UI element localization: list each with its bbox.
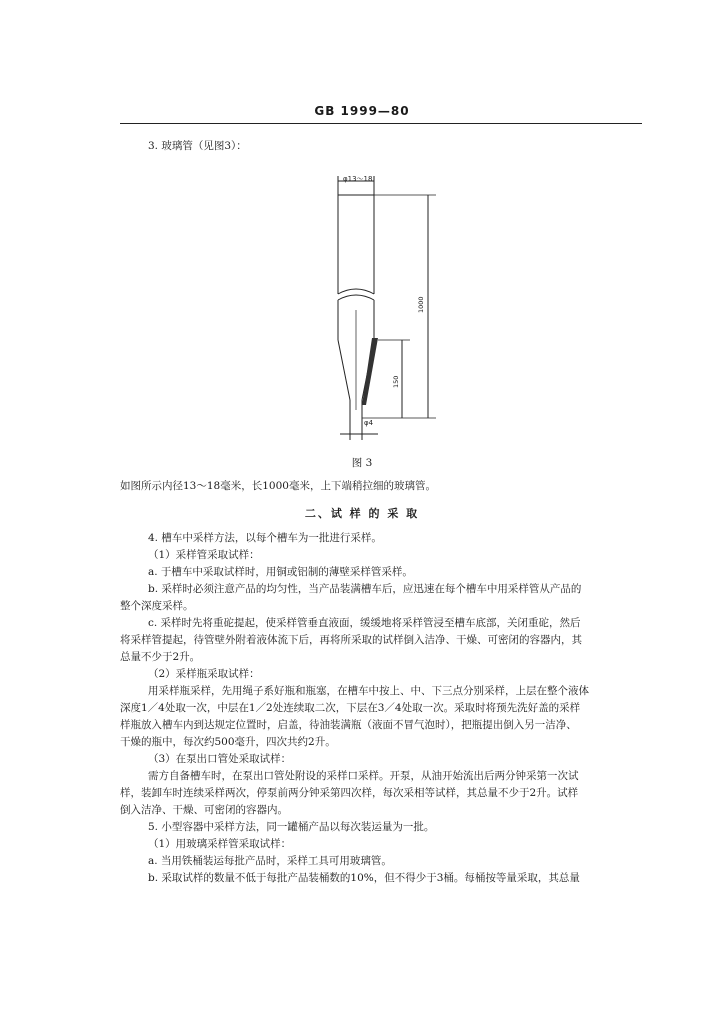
body-line: （2）采样瓶采取试样： xyxy=(148,668,260,680)
body-line: a. 当用铁桶装运每批产品时，采样工具可用玻璃管。 xyxy=(148,855,392,867)
break-lower xyxy=(338,295,374,300)
figure-note: 如图所示内径13～18毫米，长1000毫米，上下端稍拉细的玻璃管。 xyxy=(120,480,436,492)
dim-bottom-label: φ4 xyxy=(364,419,374,427)
body-line: 4. 槽车中采样方法，以每个槽车为一批进行采样。 xyxy=(148,532,382,544)
body-line: （1）采样管采取试样： xyxy=(148,549,260,561)
body-line: 需方自备槽车时，在泵出口管处附设的采样口采样。开泵，从油开始流出后两分钟采第一次试 xyxy=(148,770,579,782)
body-line: 倒入洁净、干燥、可密闭的容器内。 xyxy=(120,804,288,816)
figure-caption: 图 3 xyxy=(351,457,373,469)
body-line: b. 采取试样的数量不低于每批产品装桶数的10%，但不得少于3桶。每桶按等量采取，其总量 xyxy=(148,872,580,884)
taper-left xyxy=(338,340,350,400)
body-line: （3）在泵出口管处采取试样： xyxy=(148,753,292,765)
body-line: 用采样瓶采样，先用绳子系好瓶和瓶塞，在槽车中按上、中、下三点分别采样，上层在整个液体 xyxy=(148,685,589,697)
body-line: a. 于槽车中采取试样时，用铜或铝制的薄壁采样管采样。 xyxy=(148,566,413,578)
body-line: 样瓶放入槽车内到达规定位置时，启盖，待油装满瓶（液面不冒气泡时），把瓶提出倒入另一洁净、 xyxy=(120,719,577,731)
inner-drawn-tube xyxy=(362,338,378,405)
body-line: 干燥的瓶中，每次约500毫升，四次共约2升。 xyxy=(120,736,336,748)
body-line: b. 采样时必须注意产品的均匀性，当产品装满槽车后，应迅速在每个槽车中用采样管从产品的 xyxy=(148,583,582,595)
standard-header: GB 1999—80 xyxy=(314,104,410,118)
body-line: 5. 小型容器中采样方法，同一罐桶产品以每次装运量为一批。 xyxy=(148,821,435,833)
body-line: 总量不少于2升。 xyxy=(120,651,201,663)
intro-line: 3. 玻璃管（见图3）： xyxy=(148,140,247,152)
body-line: 整个深度采样。 xyxy=(120,600,194,612)
break-upper xyxy=(338,289,374,294)
body-line: 将采样管提起，待管壁外附着液体流下后，再将所采取的试样倒入洁净、干燥、可密闭的容器内，其 xyxy=(120,634,582,646)
body-line: 样，装卸车时连续采样两次，停泵前两分钟采第四次样，每次采相等试样，其总量不少于2升。试样 xyxy=(120,787,579,799)
dim-lower-label: 150 xyxy=(392,375,400,388)
dim-length-label: 1000 xyxy=(417,296,425,313)
body-line: 深度1／4处取一次，中层在1／2处连续取二次，下层在3／4处取一次。采取时将预先洗好盖的采样 xyxy=(120,702,581,714)
body-line: （1）用玻璃采样管采取试样： xyxy=(148,838,292,850)
section-title: 二、试 样 的 采 取 xyxy=(304,507,420,520)
body-line: c. 采样时先将重砣提起，使采样管垂直液面，缓缓地将采样管浸至槽车底部，关闭重砣，然后 xyxy=(148,617,581,629)
dim-top-label: φ13～18 xyxy=(343,175,373,183)
